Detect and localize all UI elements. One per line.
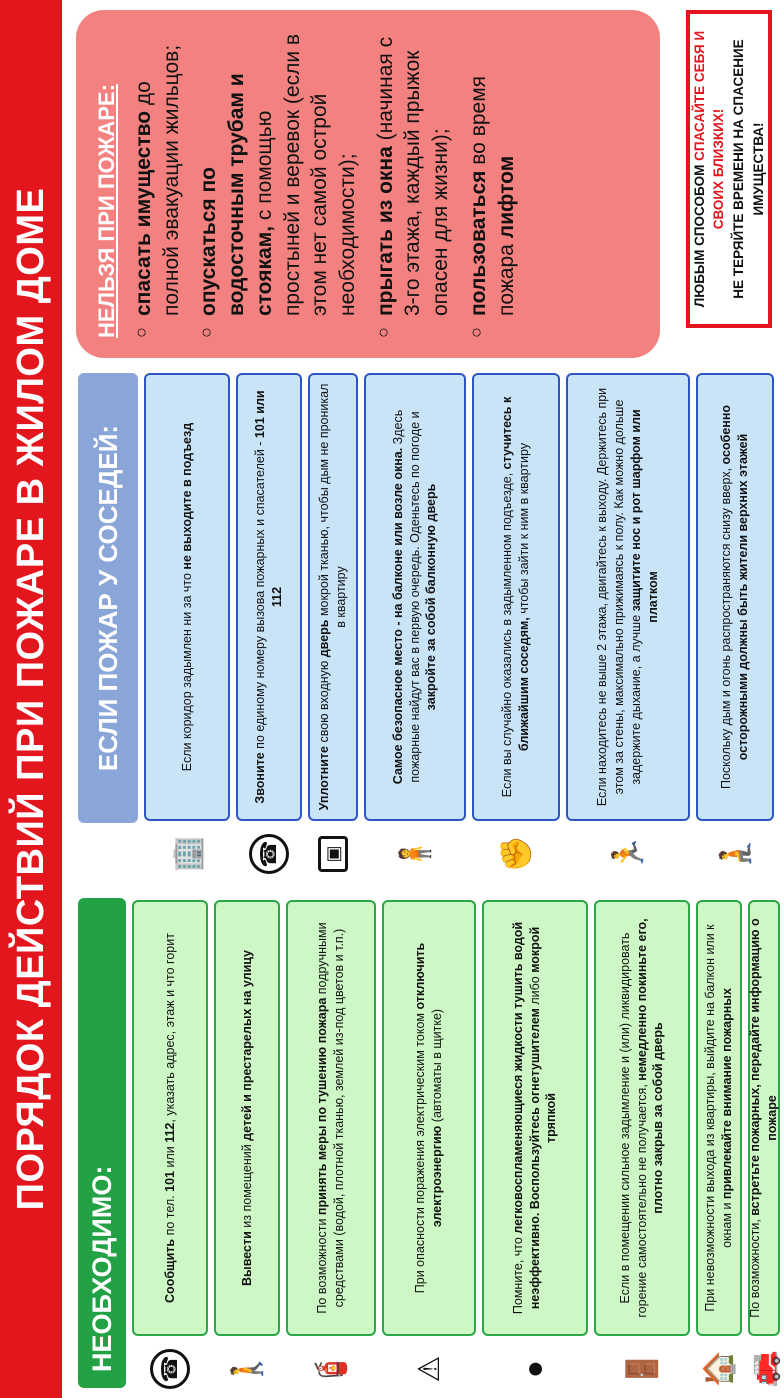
bold-text: принять меры по тушению пожара (315, 997, 330, 1216)
text: по единому номеру вызова пожарных и спасателей - (253, 438, 268, 753)
bold-text: защитите нос и рот шарфом или платком (629, 409, 660, 623)
text: мокрой тканью, чтобы дым не проникал в квартиру (317, 383, 348, 628)
neighbors-item-text (364, 373, 466, 821)
necessary-item (748, 888, 780, 1398)
neighbors-item (472, 363, 560, 883)
no-water-icon (482, 1340, 588, 1398)
warning-box (686, 10, 772, 328)
bold-text: Вывести (239, 1231, 254, 1286)
bold-text: спасать имущество (132, 110, 155, 316)
bold-text: отключить электроэнергию (413, 942, 444, 1228)
necessary-header: НЕОБХОДИМО: (78, 898, 126, 1388)
forbidden-header: НЕЛЬЗЯ ПРИ ПОЖАРЕ: (94, 84, 119, 338)
necessary-item-text (286, 900, 376, 1336)
text: Если вы случайно оказались в задымленном подъезде, (500, 469, 515, 798)
bold-text: Самое безопасное место - на балконе или возле окна. (390, 447, 405, 785)
text: Если в помещении сильное задымление и (или) ликвидировать горение самостоятельно не получается, (617, 932, 649, 1318)
necessary-item (286, 888, 376, 1398)
poster-title: ПОРЯДОК ДЕЙСТВИЙ ПРИ ПОЖАРЕ В ЖИЛОМ ДОМЕ (0, 0, 62, 1398)
firefighter-icon (748, 1340, 780, 1398)
bold-text: лифтом (494, 155, 518, 239)
extinguish-icon-glyph: 🧯 (314, 1350, 348, 1388)
forbidden-item (465, 30, 520, 316)
neighbors-item-content (316, 383, 350, 811)
bold-text: не выходите в подъезд (179, 422, 194, 570)
bold-text: встретьте пожарных, передайте информацию о пожаре (748, 918, 779, 1216)
balcony-icon-glyph: 🏠 (702, 1350, 736, 1388)
bold-text: Уплотните (317, 746, 332, 811)
electric-hazard-icon-glyph: ⚠ (412, 1355, 446, 1383)
necessary-item-content (239, 950, 256, 1286)
neighbors-item-text (472, 373, 560, 821)
bold-text: особенно осторожными должны быть жители верхних этажей (719, 404, 750, 761)
forbidden-item (130, 30, 185, 316)
forbidden-list (130, 30, 520, 338)
bold-text: Воспользуйтесь огнетушителем (527, 1008, 542, 1210)
knock-neighbor-icon (472, 825, 560, 883)
bold-text: 101 или 112 (253, 390, 284, 608)
neighbors-item-text (566, 373, 690, 821)
balcony-person-icon-glyph: 🧍 (398, 835, 432, 873)
neighbors-item (236, 363, 302, 883)
exit-door-icon-glyph: 🚪 (625, 1350, 659, 1388)
necessary-item-content (702, 910, 736, 1326)
electric-hazard-icon (382, 1340, 476, 1398)
no-water-icon-glyph: ● (518, 1359, 551, 1379)
bold-text: детей и престарелых на улицу (239, 950, 254, 1141)
bold-text: Звоните (253, 752, 268, 804)
text: либо (527, 972, 542, 1009)
neighbors-section (68, 363, 784, 883)
phone-icon (236, 825, 302, 883)
neighbors-item-content (718, 383, 752, 811)
text: до полной эвакуации жильцов; (132, 44, 183, 316)
text: подручными средствами (водой, плотной тканью, землей из-под цветов и т.п.) (315, 922, 346, 1308)
bold-text: легковоспламеняющиеся жидкости тушить водой неэффективно. (510, 921, 542, 1310)
bold-text: мокрой тряпкой (527, 926, 559, 1143)
bold-text: 112 (162, 1122, 177, 1143)
text: или (162, 1142, 177, 1172)
necessary-item-text (748, 900, 780, 1336)
text: Если коридор задымлен ни за что (179, 569, 194, 772)
bold-text: дверь (317, 619, 332, 658)
bold-text: пользоваться (466, 170, 490, 316)
door-icon-glyph: ▣ (318, 836, 348, 872)
neighbors-item-text (144, 373, 230, 821)
necessary-item (214, 888, 280, 1398)
text: свою входную (317, 657, 332, 746)
neighbors-item (696, 363, 774, 883)
text (528, 1209, 542, 1212)
text: (автоматы в щитке) (430, 1008, 444, 1126)
bold-text: закройте за собой балконную дверь (424, 483, 439, 711)
neighbors-item-content (499, 383, 533, 811)
neighbors-item-text (308, 373, 358, 821)
bold-text: Сообщить (162, 1238, 177, 1303)
necessary-item-content (412, 910, 446, 1326)
necessary-item (696, 888, 742, 1398)
text: во время пожара (466, 75, 518, 316)
balcony-icon (696, 1340, 742, 1398)
bold-text: привлекайте внимание пожарных (720, 988, 734, 1200)
smoky-corridor-icon (144, 825, 230, 883)
firefighter-icon-glyph: 🚒 (747, 1350, 781, 1388)
neighbors-item (308, 363, 358, 883)
text: При невозможности выхода из квартиры, выйдите на балкон или к окнам и (703, 924, 734, 1312)
text: из помещений (239, 1140, 254, 1232)
phone-icon-glyph: ☎ (150, 1349, 190, 1389)
forbidden-item (372, 30, 455, 316)
necessary-item (132, 888, 208, 1398)
text: , указать адрес, этаж и что горит (162, 933, 177, 1123)
neighbors-item-content (390, 383, 441, 811)
bold-text: стучитесь к ближайшим соседям, (500, 396, 531, 752)
smoky-corridor-icon-glyph: 🏢 (170, 835, 204, 873)
necessary-item (594, 888, 690, 1398)
forbidden-section (76, 10, 660, 358)
necessary-item-content (510, 910, 561, 1326)
warning-red-text: СПАСАЙТЕ СЕБЯ И СВОИХ БЛИЗКИХ! (691, 30, 727, 230)
neighbors-item-content (179, 423, 196, 771)
necessary-item-text (214, 900, 280, 1336)
text: По возможности (315, 1215, 330, 1314)
necessary-item-content (747, 910, 781, 1326)
phone-icon-glyph: ☎ (249, 834, 289, 874)
bold-text: прыгать из окна (373, 146, 397, 316)
neighbors-item (566, 363, 690, 883)
text: (начиная с 3-го этажа, каждый прыжок опасен для жизни); (373, 36, 453, 316)
forbidden-item (195, 30, 361, 316)
stairs-exit-icon (566, 825, 690, 883)
text: с помощью простыней и веревок (если в этом нет самой острой необходимости); (252, 33, 360, 316)
necessary-item-text (594, 900, 690, 1336)
neighbors-item-text (236, 373, 302, 821)
bold-text: немедленно покиньте его, плотно закрыв за собой дверь (634, 918, 666, 1214)
text: по тел. (162, 1191, 177, 1239)
bold-text: 101 (162, 1171, 177, 1192)
exit-door-icon (594, 1340, 690, 1398)
necessary-section (68, 888, 784, 1398)
text: Здесь пожарные найдут вас в первую очередь. Оденьтесь по погоде и (390, 409, 422, 783)
necessary-item-content (162, 933, 179, 1303)
phone-icon (132, 1340, 208, 1398)
extinguish-icon (286, 1340, 376, 1398)
neighbors-item (364, 363, 466, 883)
text: Если находитесь не выше 2 этажа, двигайтесь к выходу. Держитесь при этом за стены, максимально прижимаясь к полу. Как можно дольше задержите дыхание, а лучше (595, 387, 643, 807)
necessary-item-text (696, 900, 742, 1336)
necessary-item (482, 888, 588, 1398)
necessary-item-content (617, 910, 668, 1326)
necessary-item-text (382, 900, 476, 1336)
bold-text: опускаться по водосточным трубам и стоякам, (197, 73, 276, 316)
text: По возможности, (748, 1215, 763, 1318)
text: Поскольку дым и огонь распространяются снизу вверх, (719, 464, 734, 790)
necessary-item-text (132, 900, 208, 1336)
neighbors-item-text (696, 373, 774, 821)
knock-neighbor-icon-glyph: ✊ (499, 835, 533, 873)
evacuate-people-icon (214, 1340, 280, 1398)
text: Помните, что (510, 1233, 525, 1315)
necessary-item-text (482, 900, 588, 1336)
necessary-item (382, 888, 476, 1398)
crouching-person-icon-glyph: 🧎 (718, 835, 752, 873)
warning-prefix: ЛЮБЫМ СПОСОБОМ (691, 160, 707, 308)
text: При опасности поражения электрическим током (413, 1009, 428, 1294)
balcony-person-icon (364, 825, 466, 883)
stairs-exit-icon-glyph: 🏃 (611, 835, 645, 873)
neighbors-item-content (252, 383, 286, 811)
necessary-item-content (314, 910, 348, 1326)
neighbors-header: ЕСЛИ ПОЖАР У СОСЕДЕЙ: (78, 373, 138, 823)
neighbors-item (144, 363, 230, 883)
crouching-person-icon (696, 825, 774, 883)
evacuate-people-icon-glyph: 🚶 (230, 1350, 264, 1388)
door-icon (308, 825, 358, 883)
warning-line-1 (690, 14, 729, 324)
warning-line-2: НЕ ТЕРЯЙТЕ ВРЕМЕНИ НА СПАСЕНИЕ ИМУЩЕСТВА! (731, 39, 766, 299)
text: чтобы зайти к ним в квартиру (517, 442, 531, 618)
neighbors-item-content (594, 383, 662, 811)
